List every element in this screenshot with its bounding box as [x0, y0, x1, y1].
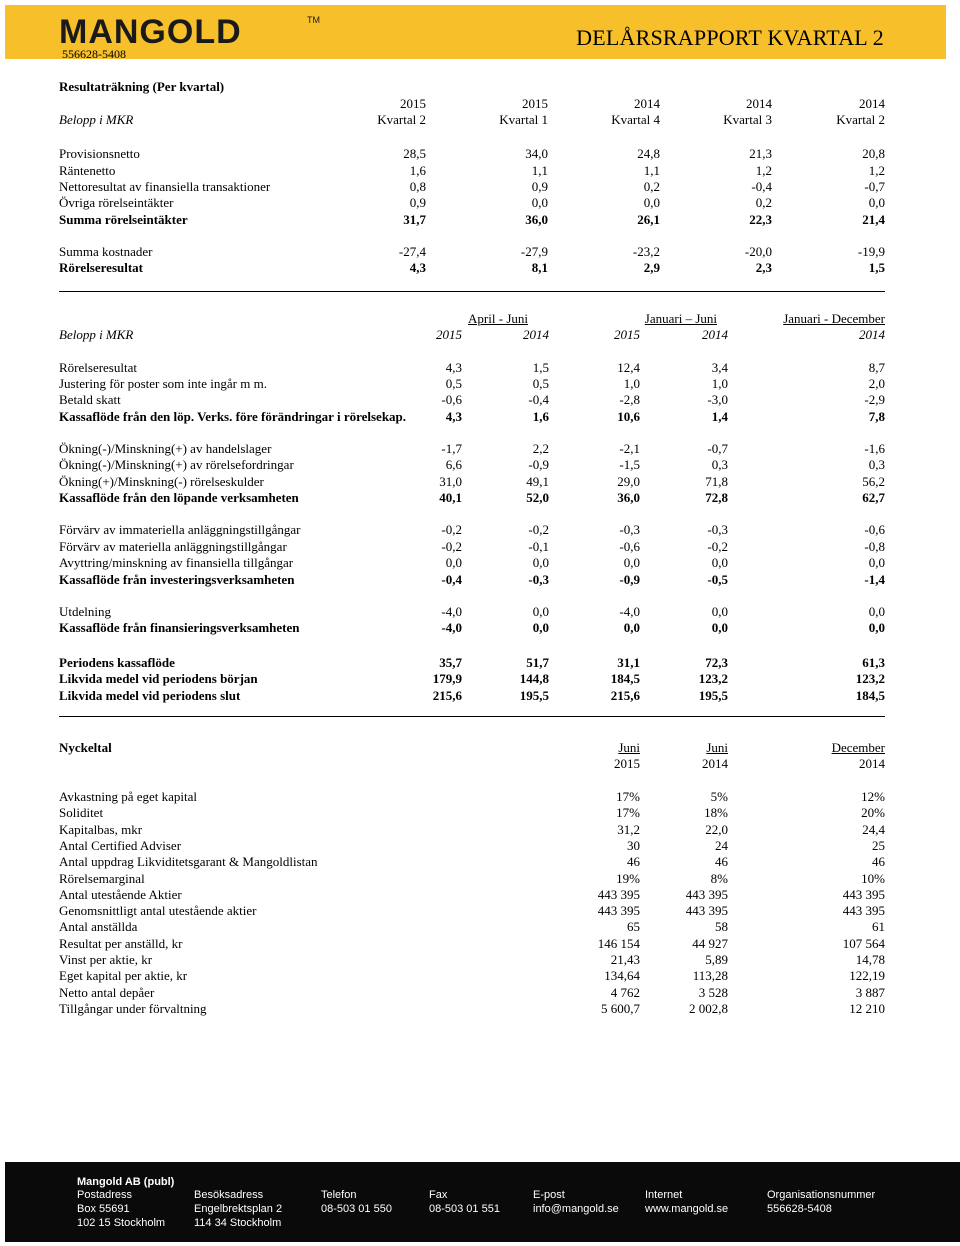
s2-period-header-row	[59, 311, 885, 327]
cell-value: 36,0	[617, 490, 640, 505]
cell-value: 1,0	[711, 376, 728, 391]
s1-period-2: Kvartal 1	[499, 112, 548, 127]
cell-value: 123,2	[855, 671, 885, 686]
table-row	[59, 244, 885, 260]
cell-value: 1,1	[531, 163, 548, 178]
row-label: Tillgångar under förvaltning	[59, 1000, 207, 1016]
cell-value: 0,0	[711, 620, 728, 635]
cell-value: 184,5	[855, 688, 885, 703]
footer-column-head: Postadress	[77, 1189, 133, 1201]
s3-year-row	[59, 756, 885, 772]
cell-value: -0,1	[528, 539, 549, 554]
row-label: Provisionsnetto	[59, 146, 140, 161]
cell-value: 0,0	[868, 604, 885, 619]
cell-value: 20,8	[862, 146, 885, 161]
cell-value: 22,3	[749, 212, 772, 227]
cell-value: 8,7	[868, 360, 885, 375]
table-row	[59, 1001, 885, 1017]
cell-value: -4,0	[441, 604, 462, 619]
cell-value: -0,2	[528, 522, 549, 537]
cell-value: 24	[715, 837, 728, 853]
table-row	[59, 838, 885, 854]
income-statement-title: Resultaträkning (Per kvartal)	[59, 79, 225, 94]
cell-value: -2,1	[619, 441, 640, 456]
s1-year-2: 2015	[522, 96, 548, 111]
table-row	[59, 539, 885, 555]
cell-value: 8,1	[531, 260, 548, 275]
cell-value: -1,4	[864, 572, 885, 587]
row-label: Förvärv av immateriella anläggningstillgångar	[59, 522, 301, 537]
cell-value: 17%	[616, 805, 640, 821]
cell-value: 0,0	[711, 555, 728, 570]
cell-value: 184,5	[610, 671, 640, 686]
cell-value: 46	[715, 854, 728, 870]
cell-value: -0,3	[619, 522, 640, 537]
cell-value: 443 395	[597, 903, 640, 919]
table-row	[59, 179, 885, 195]
row-label: Förvärv av materiella anläggningstillgångar	[59, 539, 287, 554]
cell-value: 1,4	[711, 409, 728, 424]
s3-header-row	[59, 740, 885, 756]
cell-value: 4,3	[445, 409, 462, 424]
table-row	[59, 409, 885, 425]
cell-value: 22,0	[705, 821, 728, 837]
table-row	[59, 854, 885, 870]
table-row	[59, 474, 885, 490]
cell-value: 30	[627, 837, 640, 853]
cell-value: -2,8	[619, 392, 640, 407]
cell-value: 21,4	[862, 212, 885, 227]
s3-col-header-2: Juni	[706, 740, 728, 755]
cell-value: 58	[715, 919, 728, 935]
cell-value: 51,7	[526, 655, 549, 670]
cell-value: 215,6	[432, 688, 462, 703]
cell-value: -0,4	[528, 392, 549, 407]
cell-value: 61,3	[862, 655, 885, 670]
table-row	[59, 163, 885, 179]
cell-value: 195,5	[519, 688, 549, 703]
cell-value: 1,2	[755, 163, 772, 178]
s1-year-5: 2014	[859, 96, 885, 111]
cell-value: 0,0	[532, 620, 549, 635]
s2-year-5: 2014	[859, 327, 885, 342]
footer-column-head: Besöksadress	[194, 1189, 264, 1201]
cell-value: 0,5	[532, 376, 549, 391]
s3-year-1: 2015	[614, 756, 640, 771]
cell-value: 72,3	[705, 655, 728, 670]
cell-value: 31,2	[617, 821, 640, 837]
cell-value: 46	[872, 854, 885, 870]
cell-value: 49,1	[526, 474, 549, 489]
cell-value: 40,1	[439, 490, 462, 505]
table-row	[59, 260, 885, 276]
table-row	[59, 985, 885, 1001]
row-label: Ökning(-)/Minskning(+) av rörelsefordringar	[59, 457, 294, 472]
cell-value: 24,8	[637, 146, 660, 161]
s2-period-jan-jun: Januari – Juni	[644, 311, 717, 326]
cell-value: 0,0	[711, 604, 728, 619]
document-title: DELÅRSRAPPORT KVARTAL 2	[576, 25, 884, 50]
cell-value: 134,64	[604, 968, 640, 984]
cell-value: 1,2	[868, 163, 885, 178]
table-row	[59, 655, 885, 671]
footer-column-head: Telefon	[321, 1189, 357, 1201]
cell-value: -23,2	[632, 244, 660, 259]
cell-value: 12%	[861, 789, 885, 804]
row-label: Resultat per anställd, kr	[59, 935, 183, 951]
cell-value: -0,4	[751, 179, 772, 194]
s2-year-row	[59, 327, 885, 343]
table-row	[59, 936, 885, 952]
cell-value: 62,7	[862, 490, 885, 505]
footer-company: Mangold AB (publ)	[77, 1176, 175, 1188]
cell-value: 0,9	[531, 179, 548, 194]
cell-value: 20%	[861, 805, 885, 821]
cell-value: 123,2	[698, 671, 728, 686]
row-label: Antal Certified Adviser	[59, 837, 182, 853]
cell-value: 72,8	[705, 490, 728, 505]
row-label: Summa kostnader	[59, 244, 153, 259]
s1-period-3: Kvartal 4	[611, 112, 660, 127]
cell-value: 122,19	[849, 968, 885, 984]
s2-period-apr-jun: April - Juni	[468, 311, 528, 326]
s2-unit-label: Belopp i MKR	[59, 327, 134, 342]
s1-period-row	[59, 112, 885, 128]
cell-value: -27,4	[398, 244, 426, 259]
row-label: Vinst per aktie, kr	[59, 952, 153, 967]
table-row	[59, 822, 885, 838]
table-row	[59, 522, 885, 538]
cell-value: 24,4	[862, 821, 885, 837]
cell-value: 2,0	[868, 376, 885, 391]
cell-value: 31,1	[617, 655, 640, 670]
row-label: Kassaflöde från finansieringsverksamheten	[59, 620, 300, 635]
cell-value: 65	[627, 919, 640, 935]
cell-value: 0,5	[445, 376, 462, 391]
footer-column-head: Fax	[429, 1189, 448, 1201]
row-label: Soliditet	[59, 805, 104, 821]
table-row	[59, 671, 885, 687]
s1-year-row	[59, 96, 885, 112]
row-label: Utdelning	[59, 604, 111, 619]
table-row	[59, 968, 885, 984]
footer	[5, 1162, 960, 1242]
cell-value: 0,0	[531, 195, 548, 210]
cell-value: 1,5	[868, 260, 885, 275]
cell-value: 443 395	[842, 886, 885, 902]
cell-value: -27,9	[520, 244, 548, 259]
cell-value: 3,4	[711, 360, 728, 375]
org-number: 556628-5408	[62, 47, 126, 61]
row-label: Övriga rörelseintäkter	[59, 195, 174, 210]
row-label: Kassaflöde från investeringsverksamheten	[59, 572, 295, 587]
cell-value: 443 395	[685, 903, 728, 919]
cell-value: 0,0	[643, 195, 660, 210]
row-label: Betald skatt	[59, 392, 121, 407]
row-label: Antal utestående Aktier	[59, 886, 182, 902]
table-row	[59, 919, 885, 935]
footer-column-line: 08-503 01 550	[321, 1203, 392, 1215]
cell-value: 1,1	[643, 163, 660, 178]
key-figures-title: Nyckeltal	[59, 740, 112, 755]
cell-value: 0,9	[409, 195, 426, 210]
cell-value: -0,5	[707, 572, 728, 587]
cell-value: 144,8	[519, 671, 549, 686]
cell-value: 10%	[861, 870, 885, 886]
cell-value: 195,5	[698, 688, 728, 703]
cell-value: -0,2	[441, 522, 462, 537]
cell-value: 0,0	[445, 555, 462, 570]
s2-year-4: 2014	[702, 327, 728, 342]
cell-value: -1,5	[619, 457, 640, 472]
cell-value: 14,78	[855, 952, 885, 967]
row-label: Netto antal depåer	[59, 984, 155, 1000]
cell-value: 0,2	[755, 195, 772, 210]
cell-value: 61	[872, 919, 885, 935]
cell-value: 4,3	[445, 360, 462, 375]
s1-period-1: Kvartal 2	[377, 112, 426, 127]
cell-value: 0,2	[643, 179, 660, 194]
row-label: Eget kapital per aktie, kr	[59, 968, 188, 984]
cell-value: -1,6	[864, 441, 885, 456]
cell-value: 0,0	[532, 604, 549, 619]
cell-value: 52,0	[526, 490, 549, 505]
row-label: Antal anställda	[59, 919, 138, 935]
cell-value: 0,0	[623, 555, 640, 570]
s3-year-2: 2014	[702, 756, 728, 771]
cell-value: 443 395	[685, 886, 728, 902]
cell-value: -4,0	[441, 620, 462, 635]
cell-value: -0,7	[707, 441, 728, 456]
cell-value: 2,9	[643, 260, 660, 275]
footer-column-head: Internet	[645, 1189, 683, 1201]
cell-value: 5 600,7	[601, 1000, 640, 1016]
cell-value: 0,3	[711, 457, 728, 472]
cell-value: 1,6	[532, 409, 549, 424]
cell-value: -0,6	[864, 522, 885, 537]
cell-value: 113,28	[692, 968, 728, 984]
row-label: Kassaflöde från den löp. Verks. före förändringar i rörelsekap.	[59, 409, 407, 424]
table-row	[59, 555, 885, 571]
cell-value: 443 395	[597, 886, 640, 902]
cell-value: 0,3	[868, 457, 885, 472]
cell-value: 4 762	[610, 984, 640, 1000]
table-row	[59, 360, 885, 376]
cell-value: 29,0	[617, 474, 640, 489]
table-row	[59, 620, 885, 636]
table-row	[59, 376, 885, 392]
cell-value: 36,0	[525, 212, 548, 227]
s1-unit-label: Belopp i MKR	[59, 112, 134, 127]
cell-value: -0,2	[707, 539, 728, 554]
cell-value: 46	[627, 854, 640, 870]
cell-value: 3 528	[698, 984, 728, 1000]
footer-column-head: E-post	[533, 1189, 565, 1201]
cell-value: 44 927	[692, 935, 728, 951]
cell-value: 5,89	[705, 952, 728, 967]
row-label: Nettoresultat av finansiella transaktioner	[59, 179, 271, 194]
row-label: Räntenetto	[59, 163, 116, 178]
s1-period-5: Kvartal 2	[836, 112, 885, 127]
cell-value: 1,6	[409, 163, 426, 178]
cell-value: 17%	[616, 789, 640, 804]
s2-year-2: 2014	[523, 327, 549, 342]
cell-value: 0,8	[409, 179, 426, 194]
table-row	[59, 903, 885, 919]
s3-col-header-3: December	[831, 740, 885, 755]
footer-email-link[interactable]: info@mangold.se	[533, 1203, 619, 1215]
footer-column-line: 114 34 Stockholm	[194, 1217, 282, 1229]
footer-column-line: Box 55691	[77, 1203, 130, 1215]
row-label: Justering för poster som inte ingår m m.	[59, 376, 267, 391]
table-row	[59, 952, 885, 968]
s1-year-3: 2014	[634, 96, 660, 111]
table-row	[59, 146, 885, 162]
cell-value: 179,9	[432, 671, 462, 686]
cell-value: 26,1	[637, 212, 660, 227]
table-row	[59, 887, 885, 903]
cell-value: 5%	[710, 789, 728, 804]
table-row	[59, 457, 885, 473]
cell-value: -3,0	[707, 392, 728, 407]
cell-value: 0,0	[868, 195, 885, 210]
cell-value: -2,9	[864, 392, 885, 407]
cell-value: 10,6	[617, 409, 640, 424]
cell-value: -0,6	[619, 539, 640, 554]
mangold-logo: MANGOLD	[59, 13, 242, 51]
s2-period-jan-dec: Januari - December	[783, 311, 885, 326]
cell-value: -0,2	[441, 539, 462, 554]
footer-column-line: 556628-5408	[767, 1203, 832, 1215]
cell-value: -0,9	[528, 457, 549, 472]
row-label: Avyttring/minskning av finansiella tillgångar	[59, 555, 294, 570]
s3-col-header-1: Juni	[618, 740, 640, 755]
row-label: Avkastning på eget kapital	[59, 789, 198, 804]
table-row	[59, 195, 885, 211]
cell-value: 31,7	[403, 212, 426, 227]
table-row	[59, 212, 885, 228]
cell-value: 0,0	[868, 555, 885, 570]
footer-column-line: Engelbrektsplan 2	[194, 1203, 283, 1215]
cell-value: 18%	[704, 805, 728, 821]
cell-value: 6,6	[445, 457, 462, 472]
row-label: Ökning(+)/Minskning(-) rörelseskulder	[59, 474, 264, 489]
s2-year-1: 2015	[436, 327, 462, 342]
cell-value: -0,9	[619, 572, 640, 587]
row-label: Periodens kassaflöde	[59, 655, 175, 670]
cell-value: 12 210	[849, 1000, 885, 1016]
cell-value: -0,4	[441, 572, 462, 587]
cell-value: 1,5	[532, 360, 549, 375]
cell-value: -0,7	[864, 179, 885, 194]
cell-value: -19,9	[857, 244, 885, 259]
cell-value: 25	[872, 837, 885, 853]
cell-value: 1,0	[623, 376, 640, 391]
s1-year-1: 2015	[400, 96, 426, 111]
cell-value: 35,7	[439, 655, 462, 670]
table-row	[59, 392, 885, 408]
cell-value: 21,43	[610, 952, 640, 967]
s1-year-4: 2014	[746, 96, 772, 111]
logo-trademark: TM	[307, 15, 320, 25]
cell-value: 2,2	[532, 441, 549, 456]
cell-value: 443 395	[842, 903, 885, 919]
cell-value: -4,0	[619, 604, 640, 619]
row-label: Kapitalbas, mkr	[59, 821, 143, 837]
cell-value: 34,0	[525, 146, 548, 161]
table-row	[59, 490, 885, 506]
row-label: Genomsnittligt antal utestående aktier	[59, 903, 257, 919]
cell-value: 4,3	[409, 260, 426, 275]
cell-value: 2 002,8	[689, 1000, 728, 1016]
footer-column-head: Organisationsnummer	[767, 1189, 876, 1201]
row-label: Rörelseresultat	[59, 260, 143, 275]
table-row	[59, 789, 885, 805]
row-label: Summa rörelseintäkter	[59, 212, 188, 227]
cell-value: 7,8	[868, 409, 885, 424]
row-label: Likvida medel vid periodens början	[59, 671, 258, 686]
row-label: Rörelsemarginal	[59, 870, 145, 886]
table-row	[59, 604, 885, 620]
cell-value: 8%	[710, 870, 728, 886]
cell-value: -20,0	[744, 244, 772, 259]
cell-value: 0,0	[868, 620, 885, 635]
cell-value: 28,5	[403, 146, 426, 161]
divider	[59, 716, 885, 717]
cell-value: -0,3	[528, 572, 549, 587]
row-label: Ökning(-)/Minskning(+) av handelslager	[59, 441, 272, 456]
s3-year-3: 2014	[859, 756, 885, 771]
table-row	[59, 688, 885, 704]
cell-value: -0,8	[864, 539, 885, 554]
cell-value: 107 564	[842, 935, 885, 951]
cell-value: 3 887	[855, 984, 885, 1000]
cell-value: -0,3	[707, 522, 728, 537]
cell-value: 12,4	[617, 360, 640, 375]
footer-column-line: 102 15 Stockholm	[77, 1217, 166, 1229]
cell-value: 21,3	[749, 146, 772, 161]
row-label: Kassaflöde från den löpande verksamheten	[59, 490, 299, 505]
cell-value: 0,0	[532, 555, 549, 570]
row-label: Likvida medel vid periodens slut	[59, 688, 241, 703]
cell-value: 215,6	[610, 688, 640, 703]
divider	[59, 291, 885, 292]
cell-value: 146 154	[597, 935, 640, 951]
row-label: Antal uppdrag Likviditetsgarant & Mangoldlistan	[59, 854, 318, 870]
table-row	[59, 572, 885, 588]
table-row	[59, 871, 885, 887]
table-row	[59, 441, 885, 457]
table-row	[59, 805, 885, 821]
cell-value: 19%	[616, 870, 640, 886]
cell-value: 0,0	[623, 620, 640, 635]
cell-value: 31,0	[439, 474, 462, 489]
cell-value: 2,3	[755, 260, 772, 275]
footer-column-line: 08-503 01 551	[429, 1203, 500, 1215]
s1-period-4: Kvartal 3	[723, 112, 772, 127]
row-label: Rörelseresultat	[59, 360, 137, 375]
cell-value: 56,2	[862, 474, 885, 489]
cell-value: -0,6	[441, 392, 462, 407]
cell-value: -1,7	[441, 441, 462, 456]
cell-value: 71,8	[705, 474, 728, 489]
report-header	[5, 5, 946, 59]
s2-year-3: 2015	[614, 327, 640, 342]
footer-website-link[interactable]: www.mangold.se	[645, 1203, 729, 1215]
